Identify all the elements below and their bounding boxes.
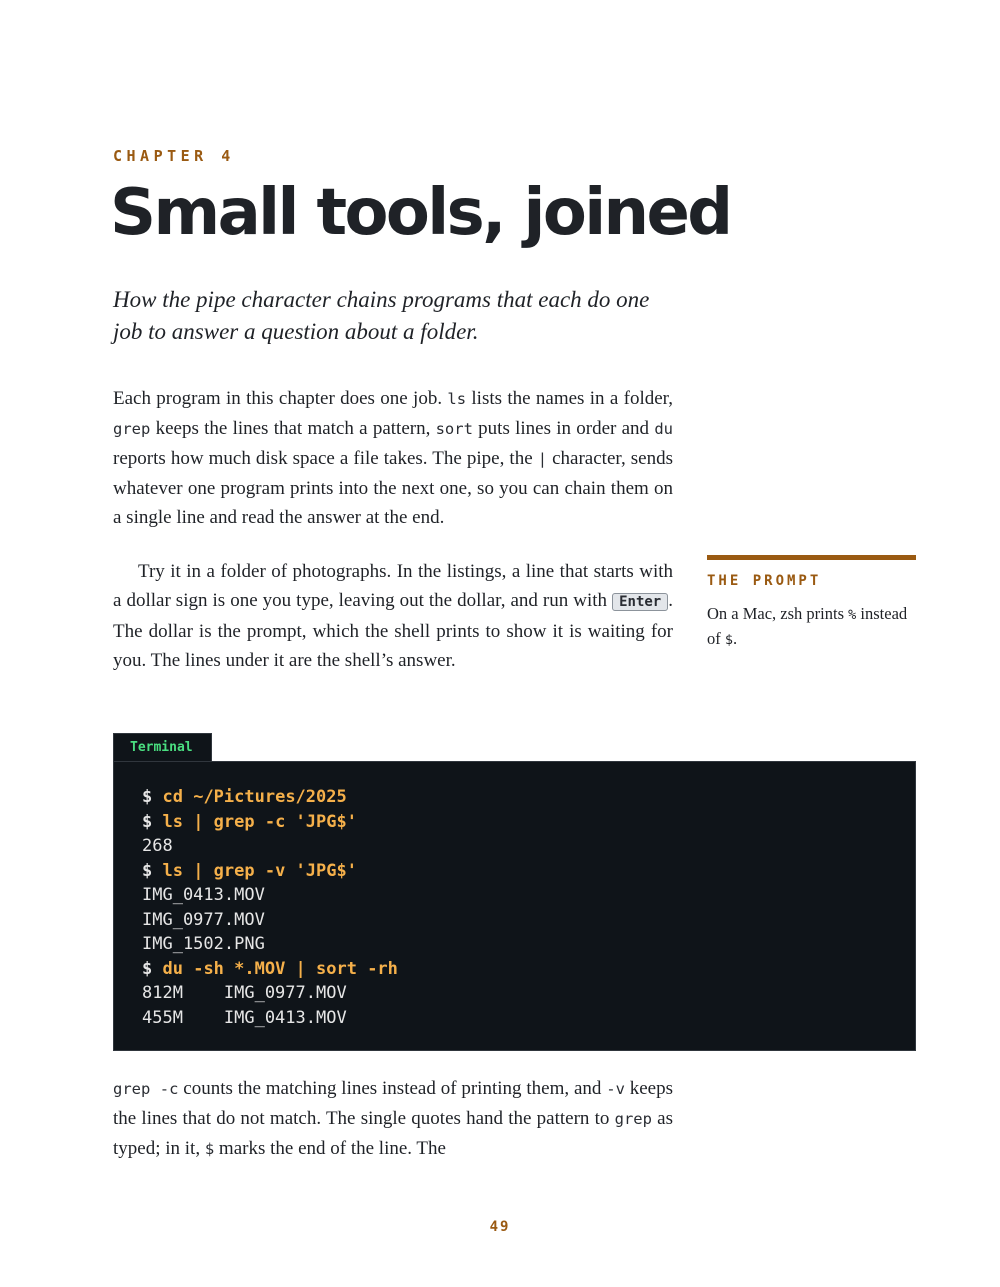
- text-run: puts lines in order and: [472, 418, 655, 439]
- page-number: 49: [489, 1219, 511, 1235]
- terminal-line-text: 268: [142, 836, 173, 856]
- inline-code: grep: [113, 420, 151, 438]
- terminal-line-text: ls | grep -v 'JPG$': [162, 860, 357, 881]
- terminal-line-text: IMG_0413.MOV: [142, 885, 265, 905]
- sidebar-note-text: [707, 602, 916, 652]
- terminal-line-text: 455M IMG_0413.MOV: [142, 1007, 347, 1028]
- text-run: Each program in this chapter does one job.: [113, 388, 448, 409]
- shell-prompt: $: [142, 811, 153, 832]
- inline-code: sort: [435, 420, 473, 438]
- terminal-line-text: IMG_0977.MOV: [142, 909, 265, 930]
- terminal-output-line: [142, 908, 915, 933]
- text-run: counts the matching lines instead of printing them, and: [178, 1078, 607, 1099]
- terminal-line-text: cd ~/Pictures/2025: [162, 787, 347, 807]
- terminal-command-line: [142, 785, 915, 810]
- text-run: marks the end of the line. The: [214, 1138, 446, 1159]
- terminal-tab: Terminal: [113, 733, 212, 761]
- terminal-line-text: IMG_1502.PNG: [142, 934, 265, 954]
- chapter-label: CHAPTER 4: [113, 147, 235, 165]
- terminal-command-line: [142, 859, 915, 884]
- inline-code: $: [724, 632, 734, 648]
- inline-code: grep: [614, 1110, 652, 1128]
- inline-code: grep -c: [113, 1080, 179, 1098]
- terminal-output-line: [142, 932, 915, 957]
- text-run: lists the names in a folder,: [466, 388, 673, 409]
- terminal-command-line: [142, 810, 915, 835]
- body-paragraph-1: [113, 384, 673, 532]
- text-run: Try it in a folder of photographs. In the listings, a line that starts with a dollar sign is one you type, leaving out the dollar, and run with: [113, 561, 673, 611]
- text-run: instead of: [707, 604, 908, 648]
- shell-prompt: $: [142, 787, 153, 807]
- terminal-command-line: [142, 957, 915, 982]
- terminal-output-line: [142, 1006, 915, 1031]
- terminal-listing: [113, 761, 916, 1051]
- inline-code: $: [204, 1140, 215, 1158]
- text-run: reports how much disk space a file takes. The pipe, the: [113, 448, 538, 469]
- chapter-title: Small tools, joined: [110, 176, 731, 250]
- inline-code: ls: [447, 390, 467, 408]
- shell-prompt: $: [142, 860, 153, 881]
- text-run: On a Mac, zsh prints: [707, 604, 849, 623]
- shell-prompt: $: [142, 958, 153, 979]
- terminal-output-line: [142, 883, 915, 908]
- terminal-output-line: [142, 834, 915, 859]
- sidebar-note-heading: THE PROMPT: [707, 573, 822, 589]
- text-run: . The dollar is the prompt, which the shell prints to show it is waiting for you. The lines under it are the shell’s answer.: [113, 590, 673, 671]
- enter-key-badge: Enter: [612, 593, 668, 611]
- inline-code: -v: [606, 1080, 625, 1098]
- inline-code: %: [848, 607, 857, 623]
- terminal-line-text: 812M IMG_0977.MOV: [142, 983, 347, 1003]
- terminal-line-text: ls | grep -c 'JPG$': [162, 811, 357, 832]
- body-paragraph-3: [113, 1074, 673, 1164]
- text-run: keeps the lines that do not match. The single quotes hand the pattern to: [113, 1078, 674, 1129]
- terminal-output-line: [142, 981, 915, 1006]
- inline-code: |: [537, 450, 548, 468]
- chapter-subtitle: How the pipe character chains programs that each do one job to answer a question about a folder.: [113, 287, 650, 344]
- terminal-line-text: du -sh *.MOV | sort -rh: [162, 958, 398, 979]
- inline-code: du: [654, 420, 673, 438]
- text-run: as typed; in it,: [113, 1108, 674, 1159]
- text-run: character, sends whatever one program prints into the next one, so you can chain them on a single line and read the answer at the end.: [113, 448, 673, 528]
- text-run: .: [733, 629, 738, 648]
- sidebar-note: [707, 555, 916, 652]
- body-paragraph-2: [113, 557, 673, 675]
- text-run: keeps the lines that match a pattern,: [150, 418, 436, 439]
